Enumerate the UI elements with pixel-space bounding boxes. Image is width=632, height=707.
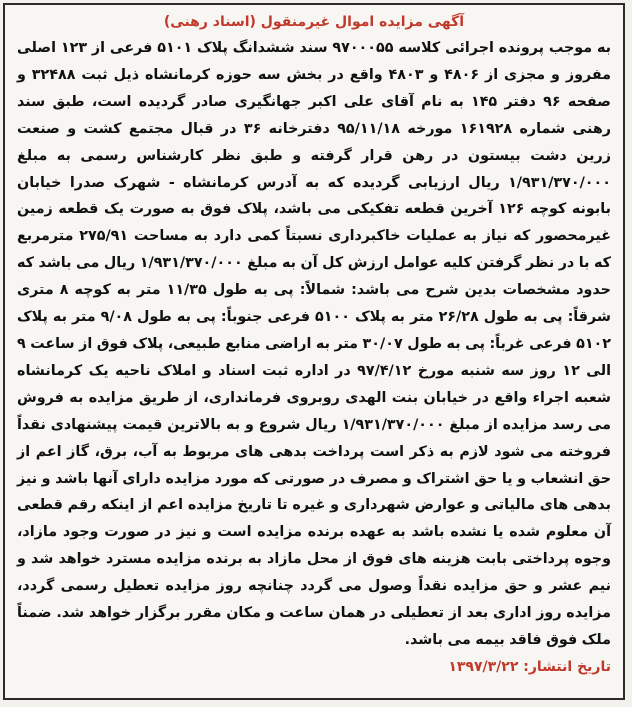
publication-date-value: ۱۳۹۷/۳/۲۲ bbox=[448, 658, 519, 675]
notice-body: به موجب پرونده اجرائی کلاسه ۹۷۰۰۰۵۵ سند ششدانگ پلاک ۵۱۰۱ فرعی از ۱۲۳ اصلی مفروز و مجزی از ۴۸۰۶ و ۴۸۰۳ واقع در بخش سه حوزه کرمانشاه ذیل ثبت ۳۲۴۸۸ و صفحه ۹۶ دفتر ۱۴۵ به نام آقای علی اکبر جهانگیری صادر گردیده است، طبق سند رهنی شماره ۱۶۱۹۲۸ مورخه ۹۵/۱۱/۱۸ دفترخانه ۳۶ در قبال مجتمع کشت و صنعت زرین دشت بیستون در رهن قرار گرفته و طبق نظر کارشناس رسمی به مبلغ ۱/۹۳۱/۳۷۰/۰۰۰ ریال ارزیابی گردیده که به آدرس کرمانشاه - شهرک صدرا خیابان بابونه کوچه ۱۲۶ آخرین قطعه تفکیکی می باشد، پلاک فوق به صورت یک قطعه زمین غیرمحصور که نیاز به عملیات خاکبرداری نسبتاً کمی دارد به مساحت ۲۷۵/۹۱ مترمربع که با در نظر گرفتن کلیه عوامل ارزش کل آن به مبلغ ۱/۹۳۱/۳۷۰/۰۰۰ ریال می باشد که حدود مشخصات بدین شرح می باشد: شمالاً: پی به طول ۱۱/۳۵ متر به کوچه ۸ متری شرقاً: پی به طول ۲۶/۲۸ متر به پلاک ۵۱۰۰ فرعی جنوباً: پی به طول ۹/۰۸ متر به پلاک ۵۱۰۲ فرعی غرباً: پی به طول ۳۰/۰۷ متر به اراضی منابع طبیعی، پلاک فوق از ساعت ۹ الی ۱۲ روز سه شنبه مورخ ۹۷/۴/۱۲ در اداره ثبت اسناد و املاک ناحیه یک کرمانشاه شعبه اجراء واقع در خیابان بنت الهدی روبروی فرمانداری، از طریق مزایده به فروش می رسد مزایده از مبلغ ۱/۹۳۱/۳۷۰/۰۰۰ ریال شروع و به بالاترین قیمت پیشنهادی نقداً فروخته می شود لازم به ذکر است پرداخت بدهی های مربوط به آب، برق، گاز اعم از حق انشعاب و یا حق اشتراک و مصرف در صورتی که مورد مزایده دارای آنها باشد و نیز بدهی های مالیاتی و عوارض شهرداری و غیره تا تاریخ مزایده اعم از اینکه رقم قطعی آن معلوم شده یا نشده باشد به عهده برنده مزایده است و نیز در صورت وجود مازاد، وجوه پرداختی بابت هزینه های فوق از محل مازاد به برنده مزایده مسترد خواهد شد و نیم عشر و حق مزایده نقداً وصول می گردد چنانچه روز مزایده تعطیل رسمی گردد، مزایده روز اداری بعد از تعطیلی در همان ساعت و مکان مقرر برگزار خواهد شد. ضمناً ملک فوق فاقد بیمه می باشد. bbox=[17, 40, 612, 648]
publication-date-label: تاریخ انتشار: bbox=[523, 658, 611, 675]
publication-date bbox=[17, 654, 611, 680]
notice-title: آگهی مزایده اموال غیرمنقول (اسناد رهنی) bbox=[163, 14, 465, 30]
auction-notice bbox=[3, 3, 625, 700]
